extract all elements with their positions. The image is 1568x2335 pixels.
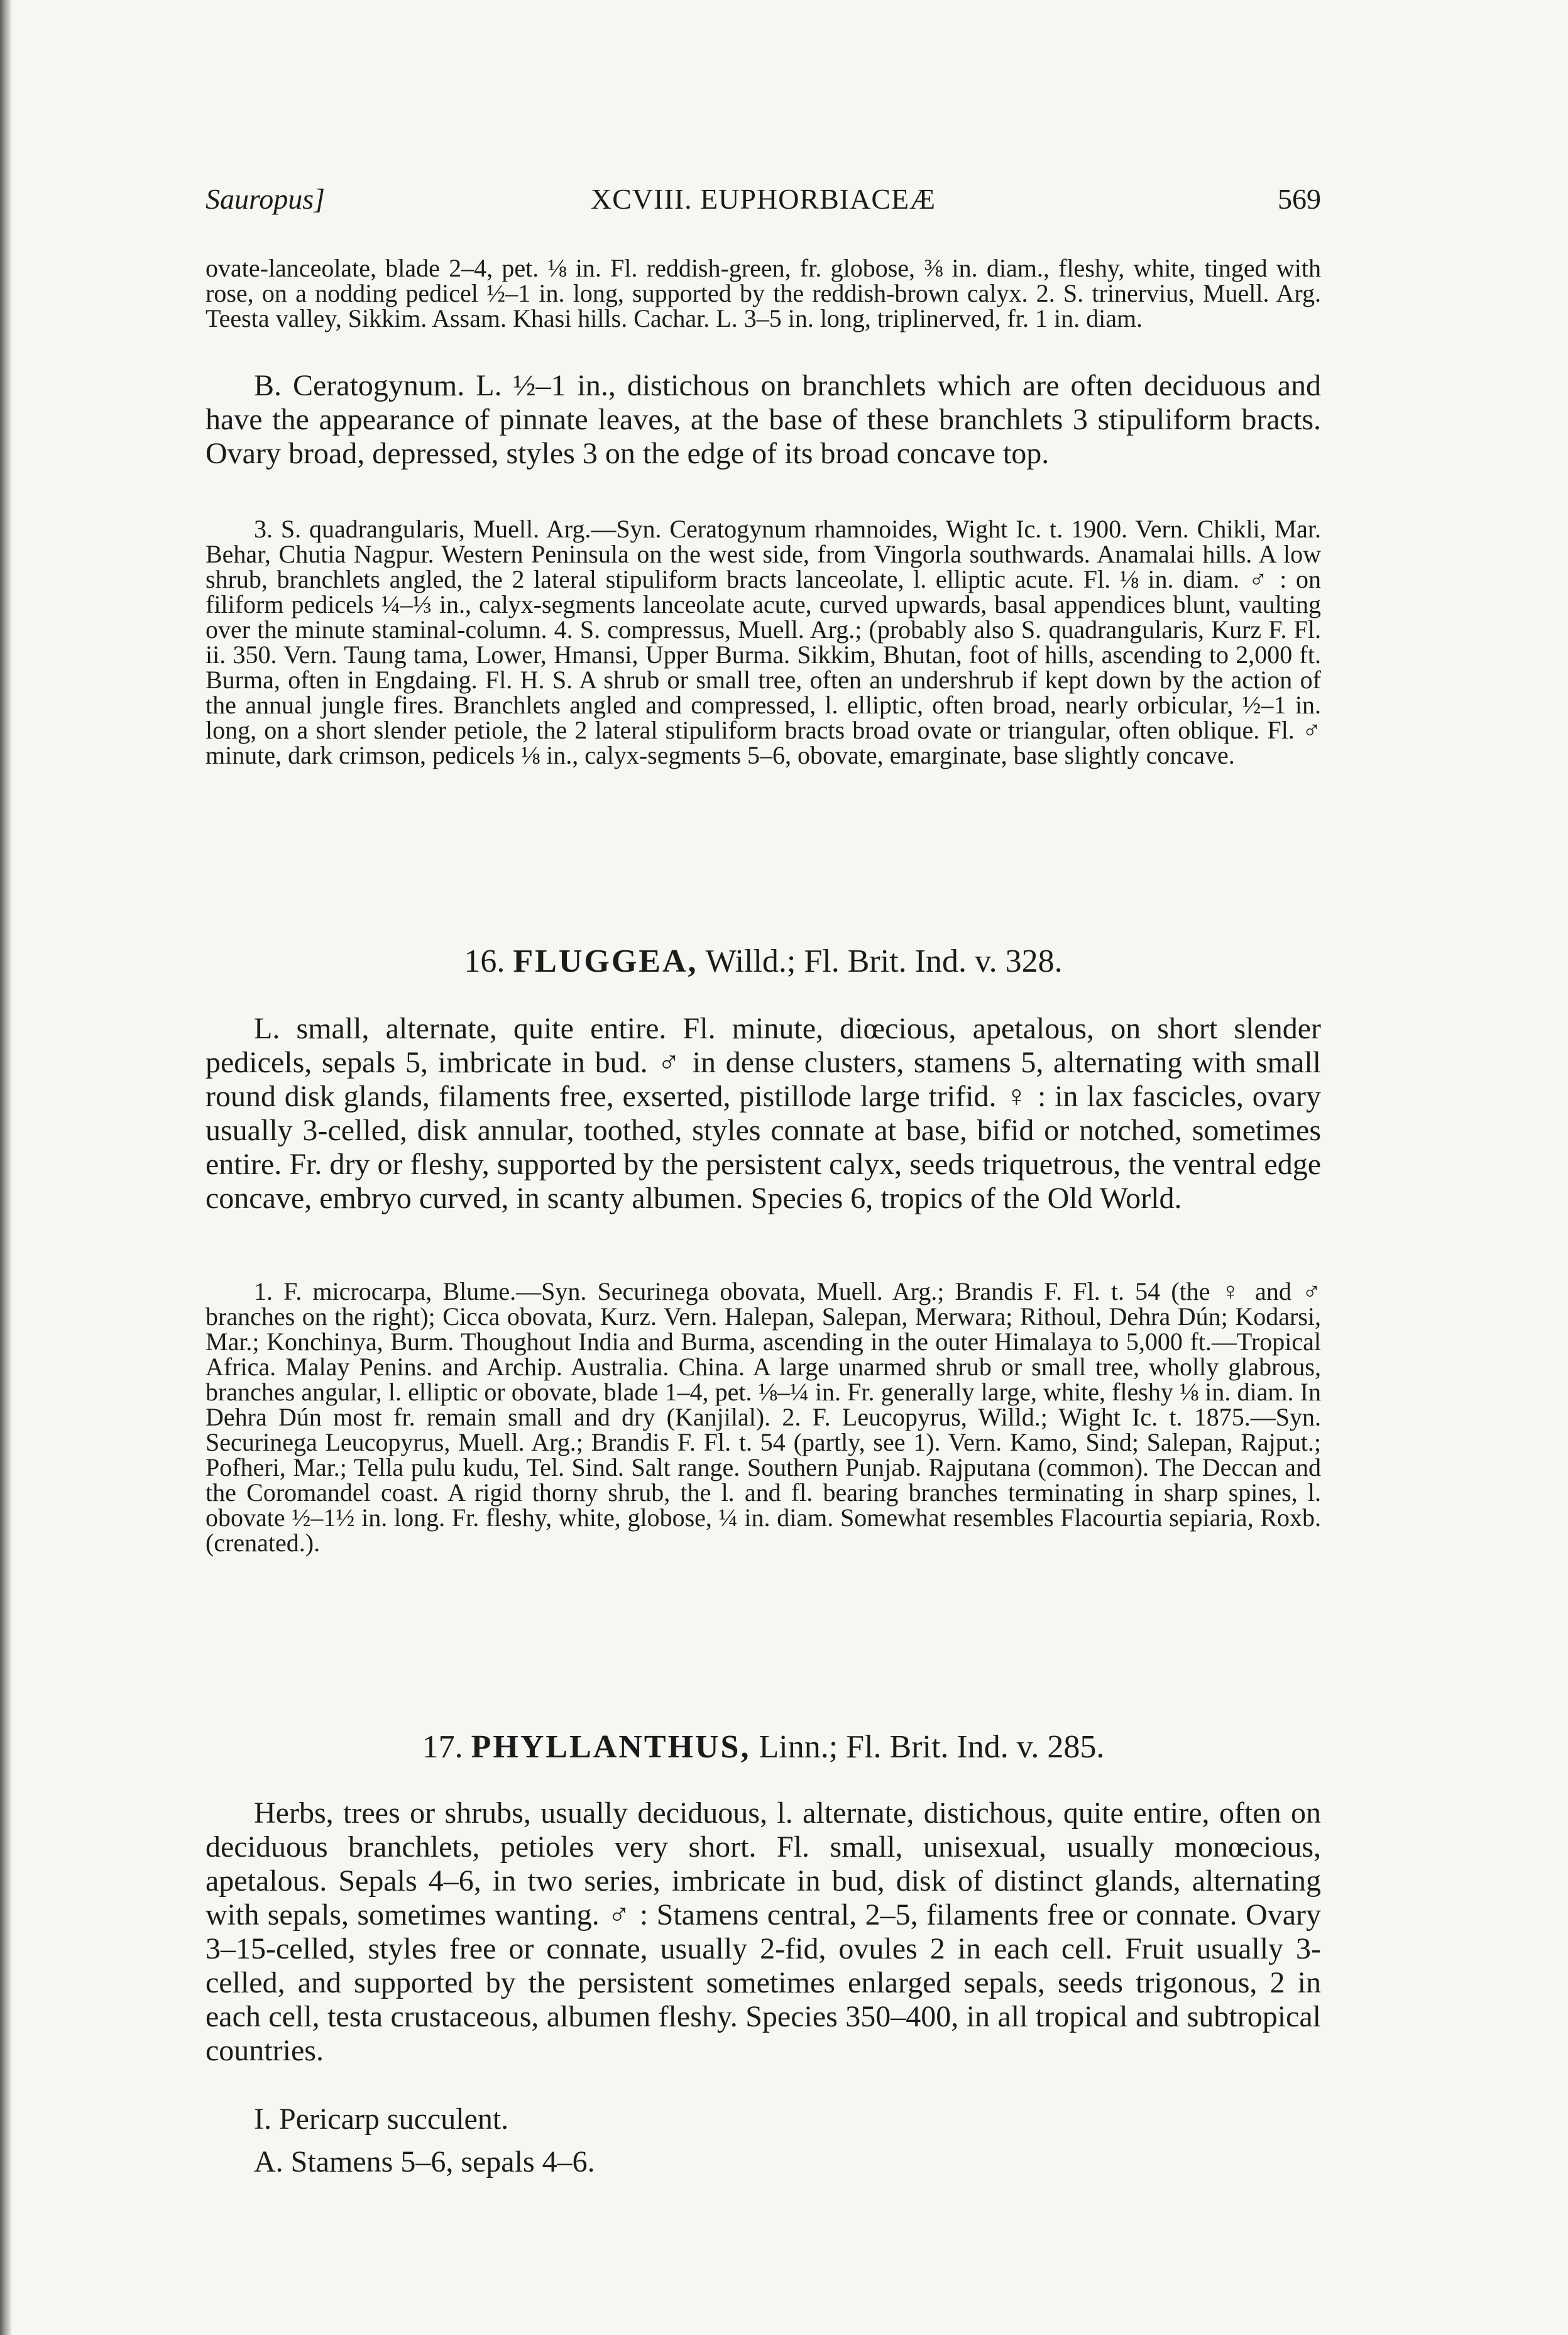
- page-number: 569: [1278, 183, 1321, 215]
- key-line: I. Pericarp succulent.: [254, 2102, 509, 2136]
- phyllanthus-key: [206, 2102, 1321, 2179]
- genus-number: 17.: [422, 1729, 463, 1765]
- genus-description-paragraph: L. small, alternate, quite entire. Fl. minute, diœcious, apetalous, on short slender pedicels, sepals 5, imbricate in bud. ♂ in dense clusters, stamens 5, alternating with small round disk glands, filaments free, exserted, pistillode large trifid. ♀ : in lax fascicles, ovary usually 3-celled, disk annular, toothed, styles connate at base, bifid or notched, sometimes entire. Fr. dry or fleshy, supported by the persistent calyx, seeds triquetrous, the ventral edge concave, embryo curved, in scanty albumen. Species 6, tropics of the Old World.: [206, 1012, 1321, 1215]
- species-paragraph: 3. S. quadrangularis, Muell. Arg.—Syn. Ceratogynum rhamnoides, Wight Ic. t. 1900. Vern. Chikli, Mar. Behar, Chutia Nagpur. Western Peninsula on the west side, from Vingorla southwards. Anamalai hills. A low shrub, branchlets angled, the 2 lateral stipuliform bracts lanceolate, l. elliptic acute. Fl. ⅛ in. diam. ♂ : on filiform pedicels ¼–⅓ in., calyx-segments lanceolate acute, curved upwards, basal appendices blunt, vaulting over the minute staminal-column. 4. S. compressus, Muell. Arg.; (probably also S. quadrangularis, Kurz F. Fl. ii. 350. Vern. Taung tama, Lower, Hmansi, Upper Burma. Sikkim, Bhutan, foot of hills, ascending to 2,000 ft. Burma, often in Engdaing. Fl. H. S. A shrub or small tree, often an undershrub if kept down by the action of the annual jungle fires. Branchlets angled and compressed, l. elliptic, often broad, nearly orbicular, ½–1 in. long, on a short slender petiole, the 2 lateral stipuliform bracts broad ovate or triangular, often oblique. Fl. ♂ minute, dark crimson, pedicels ⅛ in., calyx-segments 5–6, obovate, emarginate, base slightly concave.: [206, 515, 1321, 769]
- page-binding-edge: [0, 0, 11, 2335]
- genus-name: PHYLLANTHUS,: [471, 1729, 751, 1765]
- ceratogynum-paragraph: B. Ceratogynum. L. ½–1 in., distichous on branchlets which are often deciduous and have the appearance of pinnate leaves, at the base of these branchlets 3 stipuliform bracts. Ovary broad, depressed, styles 3 on the edge of its broad concave top.: [206, 369, 1321, 470]
- genus-authority: Willd.; Fl. Brit. Ind. v. 328.: [705, 943, 1063, 979]
- genus-name: FLUGGEA,: [513, 943, 698, 979]
- sauropus-species-block: [206, 517, 1321, 768]
- sauropus-paragraph: ovate-lanceolate, blade 2–4, pet. ⅛ in. Fl. reddish-green, fr. globose, ⅜ in. diam., fleshy, white, tinged with rose, on a nodding pedicel ½–1 in. long, supported by the reddish-brown calyx. 2. S. trinervius, Muell. Arg. Teesta valley, Sikkim. Assam. Khasi hills. Cachar. L. 3–5 in. long, triplinerved, fr. 1 in. diam.: [206, 254, 1321, 332]
- species-paragraph: 1. F. microcarpa, Blume.—Syn. Securinega obovata, Muell. Arg.; Brandis F. Fl. t. 54 (the ♀ and ♂ branches on the right); Cicca obovata, Kurz. Vern. Halepan, Salepan, Merwara; Rithoul, Dehra Dún; Kodarsi, Mar.; Konchinya, Burm. Thoughout India and Burma, ascending in the outer Himalaya to 5,000 ft.—Tropical Africa. Malay Penins. and Archip. Australia. China. A large unarmed shrub or small tree, wholly glabrous, branches angular, l. elliptic or obovate, blade 1–4, pet. ⅛–¼ in. Fr. generally large, white, fleshy ⅛ in. diam. In Dehra Dún most fr. remain small and dry (Kanjilal). 2. F. Leucopyrus, Willd.; Wight Ic. t. 1875.—Syn. Securinega Leucopyrus, Muell. Arg.; Brandis F. Fl. t. 54 (partly, see 1). Vern. Kamo, Sind; Salepan, Rajput.; Pofheri, Mar.; Tella pulu kudu, Tel. Sind. Salt range. Southern Punjab. Rajputana (common). The Deccan and the Coromandel coast. A rigid thorny shrub, the l. and fl. bearing branches terminating in sharp spines, l. obovate ½–1½ in. long. Fr. fleshy, white, globose, ¼ in. diam. Somewhat resembles Flacourtia sepiaria, Roxb. (crenated.).: [206, 1277, 1321, 1557]
- fluggea-species-block: [206, 1279, 1321, 1556]
- genus-number: 16.: [464, 943, 505, 979]
- running-head-family: XCVIII. EUPHORBIACEÆ: [591, 183, 936, 215]
- fluggea-heading: [206, 943, 1321, 981]
- phyllanthus-description: [206, 1796, 1321, 2068]
- phyllanthus-heading: [206, 1728, 1321, 1766]
- key-line: A. Stamens 5–6, sepals 4–6.: [254, 2145, 595, 2178]
- sauropus-continuation: [206, 256, 1321, 331]
- genus-authority: Linn.; Fl. Brit. Ind. v. 285.: [759, 1729, 1105, 1765]
- genus-description-paragraph: Herbs, trees or shrubs, usually deciduous, l. alternate, distichous, quite entire, often on deciduous branchlets, petioles very short. Fl. small, unisexual, usually monœcious, apetalous. Sepals 4–6, in two series, imbricate in bud, disk of distinct glands, alternating with sepals, sometimes wanting. ♂ : Stamens central, 2–5, filaments free or connate. Ovary 3–15-celled, styles free or connate, usually 2-fid, ovules 2 in each cell. Fruit usually 3-celled, and supported by the persistent sometimes enlarged sepals, seeds trigonous, 2 in each cell, testa crustaceous, albumen fleshy. Species 350–400, in all tropical and subtropical countries.: [206, 1796, 1321, 2067]
- ceratogynum-section: [206, 369, 1321, 471]
- running-head: [206, 177, 1321, 221]
- running-head-genus: Sauropus]: [206, 183, 325, 215]
- fluggea-description: [206, 1012, 1321, 1216]
